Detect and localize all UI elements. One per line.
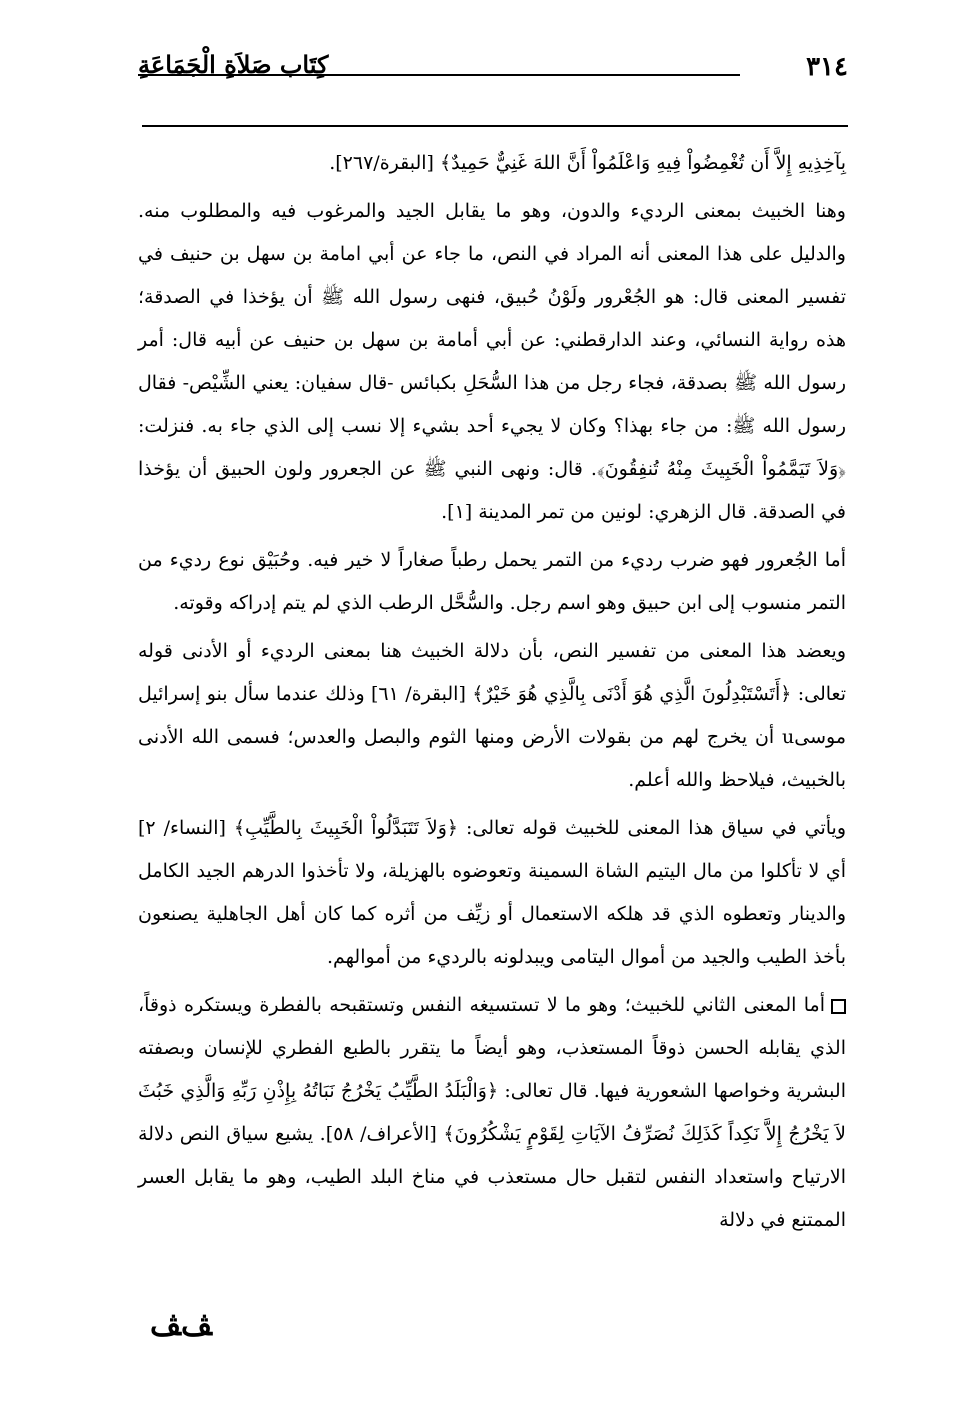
paragraph-second-meaning-text: أما المعنى الثاني للخبيث؛ وهو ما لا تستسيغه النفس وتستقبحه بالفطرة ويستكره ذوقاً، الذي يقابله الحسن ذوقاً المستعذب، وهو أيضاً ما يتقرر بالطبع الفطري للإنسان وبصفته البشرية وخواصها الشعورية فيها. قال تعالى: ﴿وَالْبَلَدُ الطَّيِّبُ يَخْرُجُ نَبَاتُهُ بِإِذْنِ رَبِّهِ وَالَّذِي خَبُثَ لاَ يَخْرُجُ إِلاَّ نَكِداً كَذَلِكَ نُصَرِّفُ الآيَاتِ لِقَوْمٍ يَشْكُرُونَ﴾ [الأعراف/ ٥٨]. يشيع سياق النص دلالة الارتياح واستعداد النفس لتقبل حال مستعذب في مناخ البلد الطيب، وهو ما يقابل العسر الممتنع في دلالة [138,994,847,1231]
paragraph-second-meaning [138,984,846,1242]
header-divider [142,125,848,127]
page-number: ٣١٤ [806,52,848,82]
paragraph-tatabaddalu: ويأتي في سياق هذا المعنى للخبيث قوله تعالى: ﴿وَلاَ تَتَبَدَّلُواْ الْخَبِيثَ بِالطَّيِّبِ﴾ [النساء/ ٢] أي لا تأكلوا من مال اليتيم الشاة السمينة وتعوضوه بالهزيلة، ولا تأخذوا الدرهم الجيد الكامل والدينار وتعطوه الذي قد هلكه الاستعمال أو زيِّف من أثره كما كان أهل الجاهلية يصنعون بأخذ الطيب والجيد من أموال اليتامى ويبدلونه بالرديء من أموالهم. [138,817,846,968]
paragraph-verse-ending: بِآخِذِيهِ إِلاَّ أَن تُغْمِضُواْ فِيهِ وَاعْلَمُواْ أَنَّ اللهَ غَنِيٌّ حَمِيدٌ﴾ [البقرة/٢٦٧]. [329,152,846,174]
page-header [138,48,848,88]
paragraph-jurur-definition: أما الجُعرور فهو ضرب رديء من التمر يحمل رطباً صغاراً لا خير فيه. وحُبَيْق نوع رديء من التمر منسوب إلى ابن حبيق وهو اسم رجل. والسُّحَّل الرطب الذي لم يتم إدراكه وقوته. [138,549,846,614]
paragraph-khabith-meaning: وهنا الخبيث بمعنى الرديء والدون، وهو ما يقابل الجيد والمرغوب فيه والمطلوب منه. والدليل على هذا المعنى أنه المراد في النص، ما جاء عن أبي امامة بن سهل بن حنيف في تفسير المعنى قال: هو الجُعْرور ولَوْنُ حُبيق، فنهى رسول الله ﷺ أن يؤخذا في الصدقة؛ هذه رواية النسائي، وعند الدارقطني: عن أبي أمامة بن سهل بن حنيف عن أبيه قال: أمر رسول الله ﷺ بصدقة، فجاء رجل من هذا السُّحَلِ بكبائس -قال سفيان: يعني الشِّيْص- فقال رسول الله ﷺ: من جاء بهذا؟ وكان لا يجيء أحد بشيء إلا نسب إلى الذي جاء به. فنزلت: ﴿وَلاَ تَيَمَّمُواْ الْخَبِيثَ مِنْهُ تُنفِقُونَ﴾. قال: ونهى النبي ﷺ عن الجعرور ولون الحبيق أن يؤخذا في الصدقة. قال الزهري: لونين من تمر المدينة [١]. [138,200,847,523]
square-bullet-icon [831,999,846,1014]
running-title: كِتَاب صَلاَةِ الْجَمَاعَةِ [138,50,329,79]
paragraph-adna-meaning: ويعضد هذا المعنى من تفسير النص، بأن دلالة الخبيث هنا بمعنى الرديء أو الأدنى قوله تعالى: ﴿أَتَسْتَبْدِلُونَ الَّذِي هُوَ أَدْنَى بِالَّذِي هُوَ خَيْرٌ﴾ [البقرة/ ٦١] وذلك عندما سأل بنو إسرائيل موسىu أن يخرج لهم من بقولات الأرض ومنها الثوم والبصل والعدس؛ فسمى الله الأدنى بالخبيث، فيلاحظ والله أعلم. [138,640,846,791]
main-text [138,142,846,1247]
continuation-mark: ﭫﭫ [150,1308,213,1343]
